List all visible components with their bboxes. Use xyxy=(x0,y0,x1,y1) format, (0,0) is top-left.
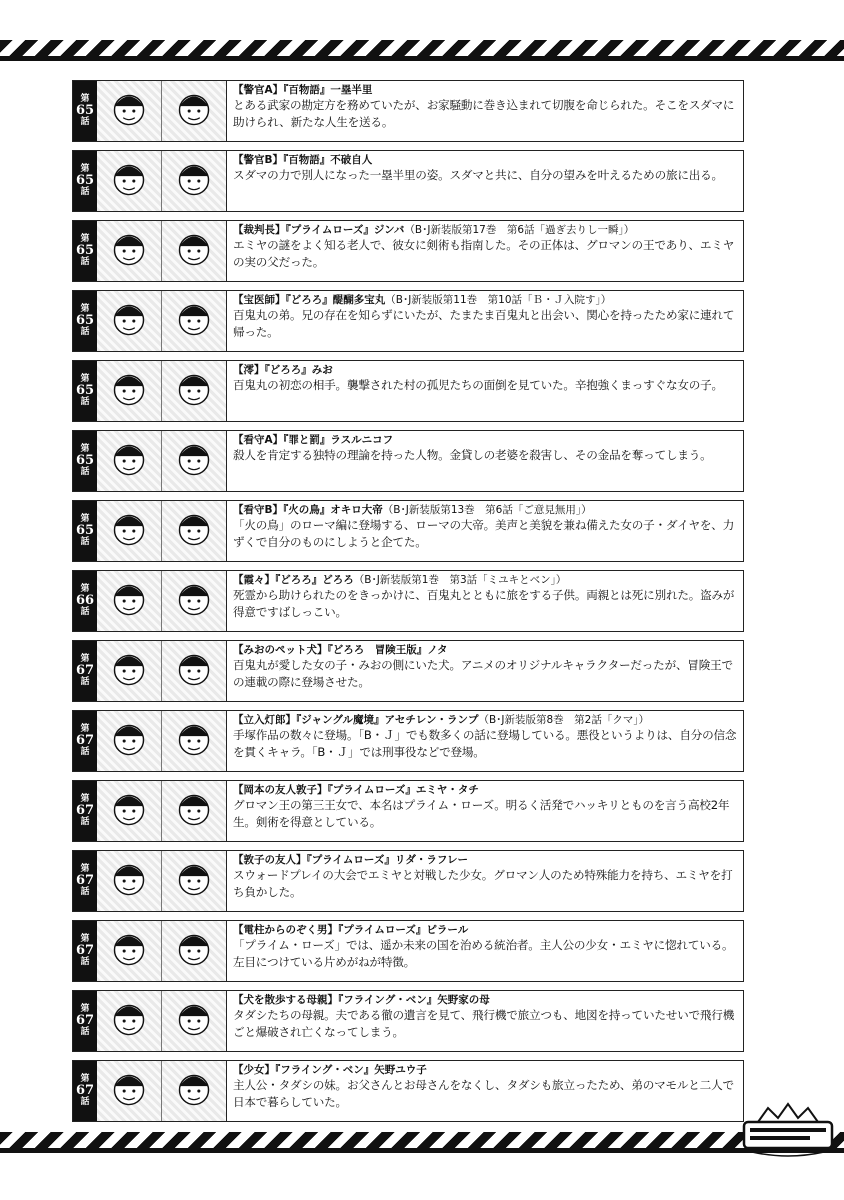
character-description: 死霊から助けられたのをきっかけに、百鬼丸とともに旅をする子供。両親とは死に別れた。盗みが得意ですばしっこい。 xyxy=(233,588,735,619)
entry-text xyxy=(227,151,743,211)
episode-prefix: 第 xyxy=(80,303,90,314)
character-description: 主人公・タダシの妹。お父さんとお母さんをなくし、タダシも旅立ったため、弟のマモルと二人で日本で暮らしていた。 xyxy=(233,1078,734,1109)
entry-text xyxy=(227,81,743,141)
episode-prefix: 第 xyxy=(80,513,90,524)
episode-number: 65 xyxy=(75,313,95,329)
character-role: 【宝医師】 xyxy=(233,294,286,306)
episode-number: 65 xyxy=(75,453,95,469)
character-thumbnails xyxy=(97,1061,227,1121)
character-role: 【警官A】 xyxy=(233,84,284,96)
character-role: 【看守B】 xyxy=(233,504,284,516)
character-description: 手塚作品の数々に登場。「B・Ｊ」でも数多くの話に登場している。悪役というよりは、自分の信念を貫くキャラ。「B・Ｊ」では刑事役などで登場。 xyxy=(233,728,737,759)
reference-note: （B･J新装版第11巻 第10話「Ｂ・Ｊ入院す」） xyxy=(385,294,612,306)
manga-portrait-image xyxy=(97,641,161,701)
episode-tag xyxy=(73,501,97,561)
episode-prefix: 第 xyxy=(80,233,90,244)
entry-text xyxy=(227,361,743,421)
episode-number: 66 xyxy=(75,593,95,609)
character-role: 【立入灯郎】 xyxy=(233,714,296,726)
episode-tag xyxy=(73,991,97,1051)
character-description: グロマン王の第三王女で、本名はプライム・ローズ。明るく活発でハッキリとものを言う高校2年生。剣術を得意としている。 xyxy=(233,798,730,829)
entry-heading xyxy=(233,363,737,377)
work-title: 『どろろ 冒険王版』 xyxy=(327,644,428,656)
work-title: 『プライムローズ』 xyxy=(338,924,427,936)
manga-portrait-image xyxy=(161,711,226,771)
entry-heading xyxy=(233,923,737,937)
work-title: 『プライムローズ』 xyxy=(327,784,416,796)
work-title: 『プライムローズ』 xyxy=(306,854,395,866)
character-name: 不破自人 xyxy=(330,154,373,166)
manga-portrait-image xyxy=(97,781,161,841)
episode-suffix: 話 xyxy=(80,396,90,407)
character-entry xyxy=(72,500,744,562)
character-name: みお xyxy=(311,364,333,376)
work-title: 『火の鳥』 xyxy=(283,504,331,516)
episode-prefix: 第 xyxy=(80,933,90,944)
manga-portrait-image xyxy=(161,501,226,561)
episode-suffix: 話 xyxy=(80,186,90,197)
episode-number: 67 xyxy=(75,663,95,679)
character-name: 一塁半里 xyxy=(330,84,373,96)
manga-portrait-image xyxy=(97,851,161,911)
character-entry xyxy=(72,290,744,352)
episode-number: 67 xyxy=(75,803,95,819)
entry-text xyxy=(227,781,743,841)
entry-text xyxy=(227,291,743,351)
character-role: 【犬を散歩する母親】 xyxy=(233,994,338,1006)
manga-portrait-image xyxy=(97,151,161,211)
episode-number: 67 xyxy=(75,873,95,889)
episode-suffix: 話 xyxy=(80,1026,90,1037)
manga-portrait-image xyxy=(161,291,226,351)
episode-prefix: 第 xyxy=(80,723,90,734)
episode-tag xyxy=(73,851,97,911)
entry-heading xyxy=(233,993,737,1007)
entry-heading xyxy=(233,503,737,517)
character-thumbnails xyxy=(97,151,227,211)
episode-suffix: 話 xyxy=(80,1096,90,1107)
character-entry xyxy=(72,150,744,212)
episode-tag xyxy=(73,711,97,771)
manga-portrait-image xyxy=(97,711,161,771)
episode-tag xyxy=(73,291,97,351)
episode-tag xyxy=(73,921,97,981)
episode-number: 67 xyxy=(75,1083,95,1099)
character-thumbnails xyxy=(97,431,227,491)
character-description: タダシたちの母親。夫である徹の遺言を見て、飛行機で旅立つも、地図を持っていたせいで飛行機ごと爆破され亡くなってしまう。 xyxy=(233,1008,735,1039)
top-border-line xyxy=(0,56,844,61)
manga-portrait-image xyxy=(161,151,226,211)
work-title: 『百物語』 xyxy=(283,84,331,96)
manga-portrait-image xyxy=(97,81,161,141)
character-name: ジンバ xyxy=(373,224,405,236)
manga-portrait-image xyxy=(97,991,161,1051)
episode-prefix: 第 xyxy=(80,163,90,174)
manga-portrait-image xyxy=(161,571,226,631)
entry-text xyxy=(227,641,743,701)
manga-portrait-image xyxy=(97,431,161,491)
episode-number: 65 xyxy=(75,523,95,539)
character-name: エミヤ・タチ xyxy=(415,784,479,796)
entry-text xyxy=(227,1061,743,1121)
character-entry xyxy=(72,850,744,912)
episode-prefix: 第 xyxy=(80,863,90,874)
character-role: 【裁判長】 xyxy=(233,224,286,236)
episode-tag xyxy=(73,151,97,211)
character-name: リダ・ラフレー xyxy=(394,854,469,866)
episode-tag xyxy=(73,571,97,631)
manga-portrait-image xyxy=(97,221,161,281)
entry-text xyxy=(227,501,743,561)
character-thumbnails xyxy=(97,291,227,351)
character-description: エミヤの謎をよく知る老人で、彼女に剣術も指南した。その正体は、グロマンの王であり、エミヤの実の父だった。 xyxy=(233,238,735,269)
work-title: 『フライング・ベン』 xyxy=(338,994,438,1006)
manga-portrait-image xyxy=(161,921,226,981)
entry-heading xyxy=(233,1063,737,1077)
entry-text xyxy=(227,431,743,491)
episode-prefix: 第 xyxy=(80,653,90,664)
character-description: 百鬼丸が愛した女の子・みおの側にいた犬。アニメのオリジナルキャラクターだったが、冒険王での連載の際に登場させた。 xyxy=(233,658,733,689)
episode-number: 65 xyxy=(75,243,95,259)
character-name: ピラール xyxy=(426,924,469,936)
work-title: 『プライムローズ』 xyxy=(285,224,374,236)
character-role: 【少女】 xyxy=(233,1064,275,1076)
manga-portrait-image xyxy=(161,641,226,701)
manga-portrait-image xyxy=(161,1061,226,1121)
episode-tag xyxy=(73,1061,97,1121)
character-name: 矢野家の母 xyxy=(437,994,490,1006)
character-entry xyxy=(72,990,744,1052)
episode-suffix: 話 xyxy=(80,256,90,267)
entry-heading xyxy=(233,573,737,587)
character-name: オキロ大帝 xyxy=(330,504,383,516)
reference-note: （B･J新装版第13巻 第6話「ご意見無用」） xyxy=(382,504,592,516)
character-role: 【電柱からのぞく男】 xyxy=(233,924,338,936)
entry-text xyxy=(227,851,743,911)
episode-prefix: 第 xyxy=(80,443,90,454)
work-title: 『百物語』 xyxy=(283,154,331,166)
episode-prefix: 第 xyxy=(80,93,90,104)
entry-text xyxy=(227,711,743,771)
character-entry xyxy=(72,80,744,142)
episode-suffix: 話 xyxy=(80,326,90,337)
reference-note: （B･J新装版第17巻 第6話「過ぎ去りし一瞬」） xyxy=(404,224,635,236)
episode-suffix: 話 xyxy=(80,116,90,127)
character-entry xyxy=(72,640,744,702)
character-thumbnails xyxy=(97,501,227,561)
episode-tag xyxy=(73,781,97,841)
work-title: 『フライング・ベン』 xyxy=(275,1064,375,1076)
manga-portrait-image xyxy=(161,81,226,141)
episode-suffix: 話 xyxy=(80,676,90,687)
entry-heading xyxy=(233,643,737,657)
episode-suffix: 話 xyxy=(80,956,90,967)
entry-heading xyxy=(233,433,737,447)
episode-suffix: 話 xyxy=(80,466,90,477)
episode-prefix: 第 xyxy=(80,373,90,384)
episode-prefix: 第 xyxy=(80,793,90,804)
manga-portrait-image xyxy=(161,221,226,281)
manga-portrait-image xyxy=(97,921,161,981)
entry-heading xyxy=(233,153,737,167)
character-description: とある武家の勘定方を務めていたが、お家騒動に巻き込まれて切腹を命じられた。そこをスダマに助けられ、新たな人生を送る。 xyxy=(233,98,735,129)
character-name: 醍醐多宝丸 xyxy=(332,294,386,306)
character-description: 百鬼丸の弟。兄の存在を知らずにいたが、たまたま百鬼丸と出会い、関心を持ったため家に連れて帰った。 xyxy=(233,308,735,339)
character-thumbnails xyxy=(97,851,227,911)
character-entry xyxy=(72,430,744,492)
episode-tag xyxy=(73,361,97,421)
character-thumbnails xyxy=(97,81,227,141)
character-role: 【警官B】 xyxy=(233,154,284,166)
episode-prefix: 第 xyxy=(80,583,90,594)
character-description: 「プライム・ローズ」では、遥か未来の国を治める統治者。主人公の少女・エミヤに惚れている。左目につけている片めがねが特徴。 xyxy=(233,938,734,969)
character-role: 【みおのペット犬】 xyxy=(233,644,328,656)
character-thumbnails xyxy=(97,571,227,631)
character-thumbnails xyxy=(97,361,227,421)
publisher-crest-logo xyxy=(738,1102,838,1160)
work-title: 『どろろ』 xyxy=(285,294,333,306)
entry-heading xyxy=(233,853,737,867)
episode-suffix: 話 xyxy=(80,816,90,827)
episode-number: 67 xyxy=(75,733,95,749)
character-entry xyxy=(72,1060,744,1122)
entry-heading xyxy=(233,293,737,307)
entry-text xyxy=(227,991,743,1051)
character-entry xyxy=(72,710,744,772)
character-description: スウォードプレイの大会でエミヤと対戦した少女。グロマン人のため特殊能力を持ち、エミヤを打ち負かした。 xyxy=(233,868,733,899)
manga-portrait-image xyxy=(161,781,226,841)
character-thumbnails xyxy=(97,711,227,771)
character-name: どろろ xyxy=(322,574,354,586)
manga-portrait-image xyxy=(161,991,226,1051)
entry-heading xyxy=(233,713,737,727)
character-thumbnails xyxy=(97,991,227,1051)
reference-note: （B･J新装版第1巻 第3話「ミユキとベン」） xyxy=(353,574,567,586)
entry-heading xyxy=(233,223,737,237)
episode-suffix: 話 xyxy=(80,606,90,617)
episode-number: 65 xyxy=(75,173,95,189)
character-name: ラスルニコフ xyxy=(330,434,394,446)
entry-text xyxy=(227,571,743,631)
entry-text xyxy=(227,221,743,281)
entry-heading xyxy=(233,83,737,97)
episode-tag xyxy=(73,81,97,141)
character-thumbnails xyxy=(97,921,227,981)
manga-portrait-image xyxy=(161,851,226,911)
work-title: 『どろろ』 xyxy=(264,364,312,376)
character-entry xyxy=(72,920,744,982)
character-role: 【霞々】 xyxy=(233,574,275,586)
episode-number: 67 xyxy=(75,1013,95,1029)
character-entry xyxy=(72,220,744,282)
bottom-stripe-border xyxy=(0,1132,844,1148)
manga-portrait-image xyxy=(97,501,161,561)
episode-number: 65 xyxy=(75,383,95,399)
character-name: ノタ xyxy=(427,644,448,656)
character-description: 「火の鳥」のローマ編に登場する、ローマの大帝。美声と美貌を兼ね備えた女の子・ダイヤを、力ずくで自分のものにしようと企てた。 xyxy=(233,518,735,549)
episode-suffix: 話 xyxy=(80,746,90,757)
entry-text xyxy=(227,921,743,981)
character-name: 矢野ユウ子 xyxy=(374,1064,427,1076)
manga-portrait-image xyxy=(97,571,161,631)
work-title: 『罪と罰』 xyxy=(283,434,331,446)
reference-note: （B･J新装版第8巻 第2話「クマ」） xyxy=(478,714,650,726)
character-description: 百鬼丸の初恋の相手。襲撃された村の孤児たちの面倒を見ていた。辛抱強くまっすぐな女の子。 xyxy=(233,378,723,392)
episode-tag xyxy=(73,221,97,281)
episode-tag xyxy=(73,431,97,491)
episode-suffix: 話 xyxy=(80,536,90,547)
character-role: 【敦子の友人】 xyxy=(233,854,307,866)
episode-suffix: 話 xyxy=(80,886,90,897)
episode-prefix: 第 xyxy=(80,1073,90,1084)
character-thumbnails xyxy=(97,781,227,841)
character-entry xyxy=(72,360,744,422)
work-title: 『ジャングル魔境』 xyxy=(296,714,385,726)
episode-number: 67 xyxy=(75,943,95,959)
character-name: アセチレン・ランプ xyxy=(384,714,479,726)
top-stripe-border xyxy=(0,40,844,56)
episode-number: 65 xyxy=(75,103,95,119)
manga-portrait-image xyxy=(97,291,161,351)
manga-portrait-image xyxy=(97,361,161,421)
character-thumbnails xyxy=(97,221,227,281)
entry-heading xyxy=(233,783,737,797)
character-role: 【岡本の友人敦子】 xyxy=(233,784,328,796)
episode-tag xyxy=(73,641,97,701)
character-role: 【看守A】 xyxy=(233,434,284,446)
work-title: 『どろろ』 xyxy=(275,574,323,586)
manga-portrait-image xyxy=(161,361,226,421)
character-role: 【澪】 xyxy=(233,364,265,376)
manga-portrait-image xyxy=(97,1061,161,1121)
character-description: スダマの力で別人になった一塁半里の姿。スダマと共に、自分の望みを叶えるための旅に出る。 xyxy=(233,168,723,182)
character-entry xyxy=(72,570,744,632)
character-thumbnails xyxy=(97,641,227,701)
manga-portrait-image xyxy=(161,431,226,491)
episode-prefix: 第 xyxy=(80,1003,90,1014)
character-entry xyxy=(72,780,744,842)
character-description: 殺人を肯定する独特の理論を持った人物。金貸しの老婆を殺害し、その金品を奪ってしまう。 xyxy=(233,448,712,462)
bottom-border-line xyxy=(0,1148,844,1153)
